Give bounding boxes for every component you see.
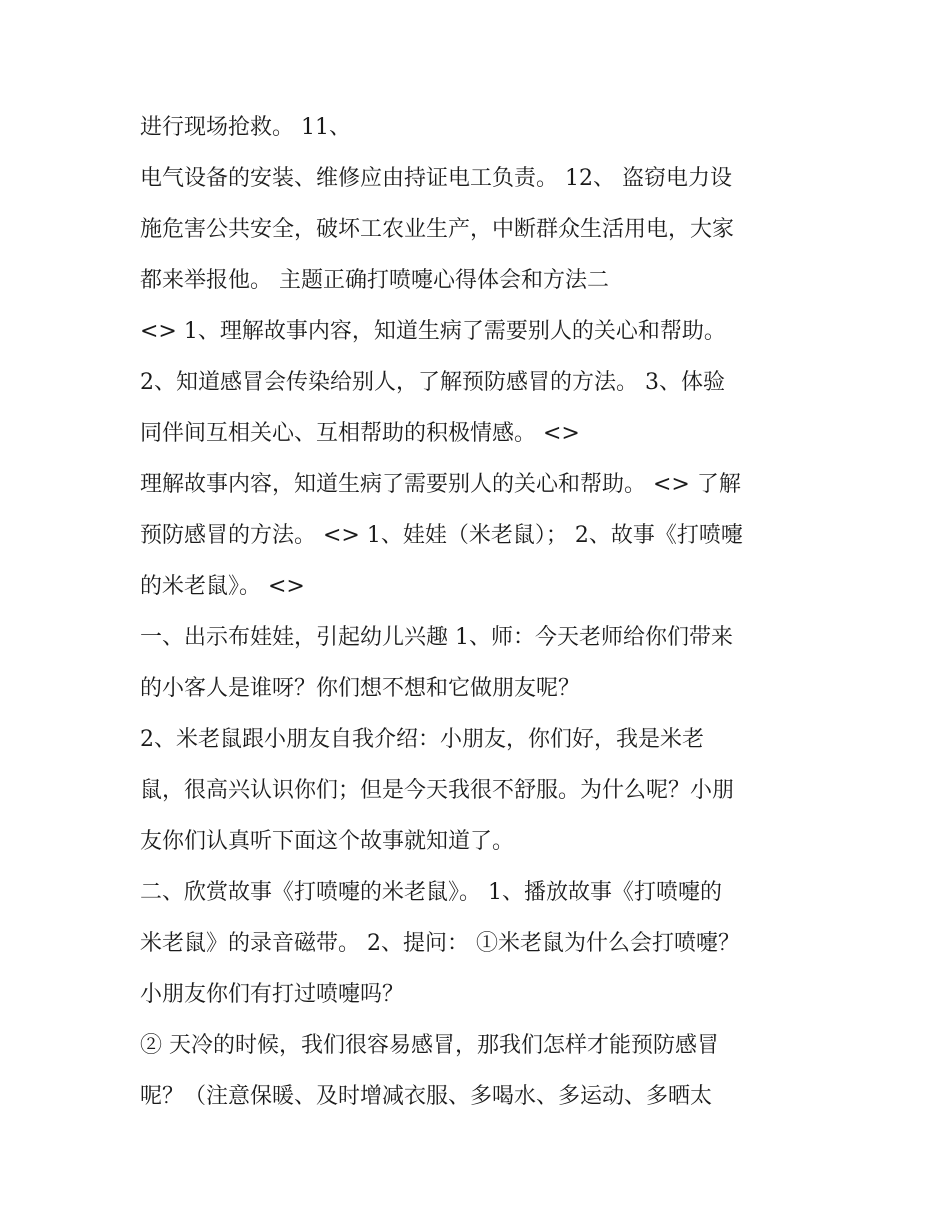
text-line: 米老鼠》的录音磁带。 2、提问： ①米老鼠为什么会打喷嚏？ bbox=[140, 931, 740, 956]
text-line: 2、米老鼠跟小朋友自我介绍：小朋友，你们好，我是米老 bbox=[140, 727, 704, 752]
text-line: 鼠，很高兴认识你们；但是今天我很不舒服。为什么呢？小朋 bbox=[140, 778, 735, 803]
document-body bbox=[140, 108, 820, 1128]
text-line: 小朋友你们有打过喷嚏吗？ bbox=[140, 982, 405, 1007]
text-line: 的米老鼠》。 <> bbox=[140, 574, 305, 599]
text-line: ② 天冷的时候，我们很容易感冒，那我们怎样才能预防感冒 bbox=[140, 1033, 719, 1058]
text-line: 都来举报他。 主题正确打喷嚏心得体会和方法二 bbox=[140, 268, 609, 293]
text-line: 理解故事内容，知道生病了需要别人的关心和帮助。 <> 了解 bbox=[140, 472, 741, 497]
text-line: 施危害公共安全，破坏工农业生产，中断群众生活用电，大家 bbox=[140, 217, 735, 242]
text-line: 预防感冒的方法。 <> 1、娃娃（米老鼠）； 2、故事《打喷嚏 bbox=[140, 523, 743, 548]
text-line: 呢？（注意保暖、及时增减衣服、多喝水、多运动、多晒太 bbox=[140, 1084, 713, 1109]
text-line: 2、知道感冒会传染给别人，了解预防感冒的方法。 3、体验 bbox=[140, 370, 725, 395]
text-line: 进行现场抢救。 11、 bbox=[140, 115, 351, 140]
text-line: 友你们认真听下面这个故事就知道了。 bbox=[140, 829, 515, 854]
text-line: 的小客人是谁呀？你们想不想和它做朋友呢？ bbox=[140, 676, 581, 701]
text-line: 电气设备的安装、维修应由持证电工负责。 12、 盗窃电力设 bbox=[140, 166, 732, 191]
text-line: 同伴间互相关心、互相帮助的积极情感。 <> bbox=[140, 421, 580, 446]
text-line: <> 1、理解故事内容，知道生病了需要别人的关心和帮助。 bbox=[140, 319, 726, 344]
text-line: 一、出示布娃娃，引起幼儿兴趣 1、师：今天老师给你们带来 bbox=[140, 625, 733, 650]
text-line: 二、欣赏故事《打喷嚏的米老鼠》。 1、播放故事《打喷嚏的 bbox=[140, 880, 722, 905]
